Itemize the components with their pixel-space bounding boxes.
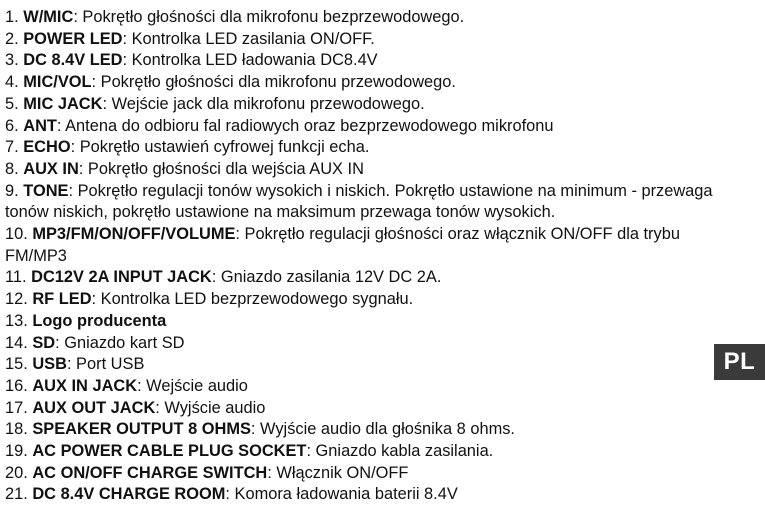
item-description: : Komora ładowania baterii 8.4V [225, 485, 458, 504]
item-description: : Kontrolka LED zasilania ON/OFF. [122, 29, 375, 48]
item-number: 18. [5, 420, 33, 439]
item-term: DC 8.4V LED [23, 51, 123, 70]
item-term: RF LED [32, 290, 92, 309]
list-item [5, 333, 717, 355]
item-description: : Pokrętło głośności dla mikrofonu bezprzewodowego. [73, 8, 465, 26]
list-item [5, 72, 717, 94]
item-description: : Gniazdo kart SD [55, 333, 185, 352]
list-item [5, 419, 717, 441]
item-term: MIC/VOL [23, 73, 92, 92]
item-description: : Włącznik ON/OFF [267, 463, 409, 482]
list-item [5, 376, 717, 398]
item-number: 20. [5, 463, 33, 482]
item-number: 13. [5, 311, 33, 330]
item-term: MIC JACK [23, 94, 103, 113]
item-description: : Wyjście audio [155, 398, 266, 417]
item-number: 15. [5, 355, 33, 374]
item-term: USB [32, 355, 67, 374]
item-number: 12. [5, 290, 33, 309]
item-number: 17. [5, 398, 33, 417]
item-description: : Antena do odbioru fal radiowych oraz bezprzewodowego mikrofonu [56, 116, 554, 135]
language-badge: PL [714, 344, 765, 380]
item-term: DC12V 2A INPUT JACK [31, 268, 212, 287]
item-term: W/MIC [23, 8, 74, 26]
item-number: 2. [5, 29, 24, 48]
item-term: Logo producenta [32, 311, 167, 330]
item-number: 4. [5, 73, 24, 92]
item-number: 10. [5, 225, 33, 244]
item-term: TONE [23, 181, 69, 200]
item-description: : Gniazdo kabla zasilania. [306, 442, 494, 461]
item-description: : Pokrętło głośności dla mikrofonu przewodowego. [91, 73, 456, 92]
item-description: : Wejście audio [137, 376, 248, 395]
item-description: : Port USB [66, 355, 145, 374]
list-item [5, 181, 717, 224]
item-term: ECHO [23, 138, 71, 157]
item-term: POWER LED [23, 29, 123, 48]
item-description: : Wyjście audio dla głośnika 8 ohms. [250, 420, 515, 439]
item-number: 5. [5, 94, 24, 113]
list-item [5, 7, 717, 29]
list-item [5, 116, 717, 138]
item-description: : Wejście jack dla mikrofonu przewodowego. [102, 94, 425, 113]
item-number: 14. [5, 333, 33, 352]
list-item [5, 50, 717, 72]
list-item [5, 289, 717, 311]
list-item [5, 354, 717, 376]
list-item [5, 29, 717, 51]
item-number: 8. [5, 159, 24, 178]
list-item [5, 267, 717, 289]
list-item [5, 94, 717, 116]
item-description: : Pokrętło regulacji głośności oraz włącznik ON/OFF dla trybu FM/MP3 [5, 225, 680, 265]
item-number: 3. [5, 51, 24, 70]
item-term: DC 8.4V CHARGE ROOM [32, 485, 226, 504]
item-term: AUX IN [23, 159, 79, 178]
item-description: : Pokrętło regulacji tonów wysokich i niskich. Pokrętło ustawione na minimum - przewaga tonów niskich, pokrętło ustawione na maksimum przewaga tonów wysokich. [5, 181, 713, 222]
item-number: 16. [5, 376, 33, 395]
item-number: 7. [5, 138, 24, 157]
item-term: SPEAKER OUTPUT 8 OHMS [32, 420, 251, 439]
item-term: AUX IN JACK [32, 376, 138, 395]
list-item [5, 441, 717, 463]
item-description: : Pokrętło ustawień cyfrowej funkcji echa. [70, 138, 370, 157]
list-item [5, 224, 717, 267]
item-number: 6. [5, 116, 24, 135]
item-term: AUX OUT JACK [32, 398, 156, 417]
list-item [5, 463, 717, 485]
item-description: : Kontrolka LED ładowania DC8.4V [122, 51, 378, 70]
item-term: AC POWER CABLE PLUG SOCKET [32, 442, 307, 461]
item-term: AC ON/OFF CHARGE SWITCH [32, 463, 268, 482]
feature-list [5, 7, 717, 506]
item-description: : Gniazdo zasilania 12V DC 2A. [211, 268, 442, 287]
list-item [5, 159, 717, 181]
item-number: 1. [5, 8, 24, 26]
list-item [5, 484, 717, 506]
item-number: 11. [5, 268, 32, 287]
item-number: 19. [5, 442, 33, 461]
item-term: MP3/FM/ON/OFF/VOLUME [32, 225, 236, 244]
item-term: ANT [23, 116, 57, 135]
item-number: 21. [5, 485, 33, 504]
item-number: 9. [5, 181, 24, 200]
item-description: : Pokrętło głośności dla wejścia AUX IN [78, 159, 364, 178]
list-item [5, 137, 717, 159]
item-term: SD [32, 333, 56, 352]
item-description: : Kontrolka LED bezprzewodowego sygnału. [91, 290, 414, 309]
list-item [5, 311, 717, 333]
list-item [5, 398, 717, 420]
